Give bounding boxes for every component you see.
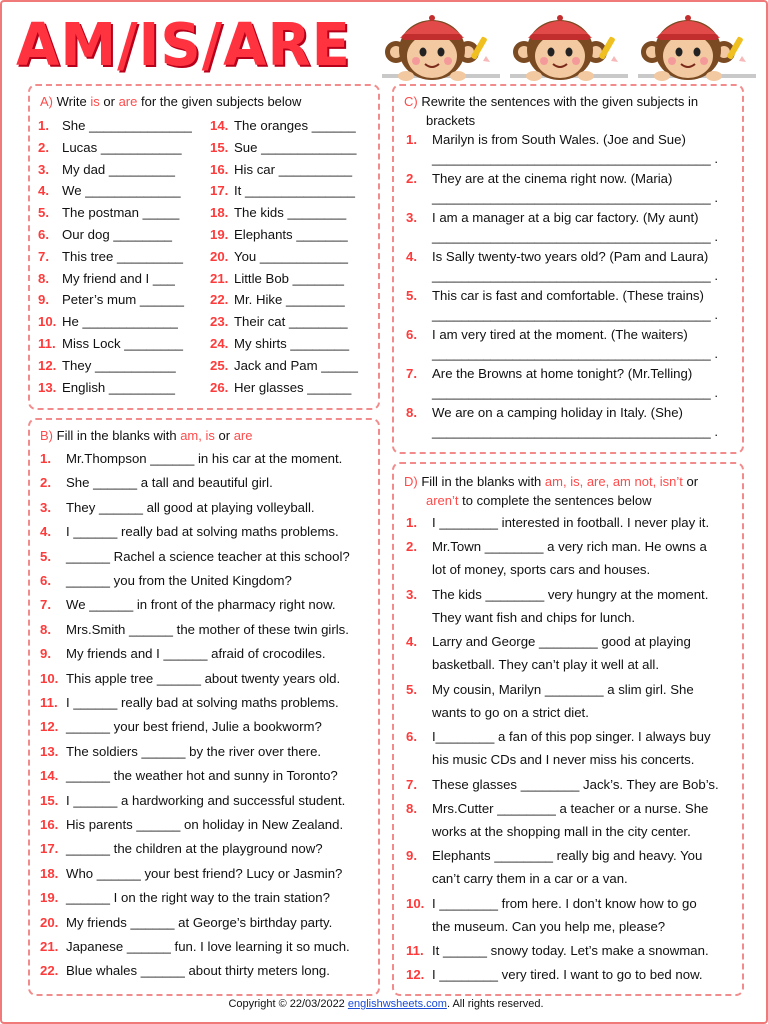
exercise-d-item-continued (432, 822, 691, 842)
item-text: works at the shopping mall in the city center. (432, 823, 691, 839)
copyright-footer (2, 998, 768, 1010)
exercise-a-item (210, 378, 351, 398)
item-text: We ______ in front of the pharmacy right now. (66, 597, 336, 613)
item-number: 11. (40, 695, 58, 710)
answer-line (432, 422, 718, 442)
exercise-d-item (406, 585, 708, 605)
item-number: 9. (40, 646, 51, 662)
item-number: 3. (38, 161, 49, 177)
item-number: 14. (210, 118, 229, 133)
exercise-b-item (40, 693, 339, 713)
item-number: 5. (38, 205, 49, 221)
item-text: ______ your best friend, Julie a bookworm? (66, 719, 322, 735)
item-number: 22. (40, 963, 59, 979)
item-text: ______ I on the right way to the train station? (66, 890, 330, 906)
exercise-a-item (38, 160, 175, 180)
item-number: 3. (406, 586, 417, 602)
copyright-suffix: . All rights reserved. (446, 998, 544, 1010)
exercise-b-item (40, 717, 322, 737)
item-text: ______ Rachel a science teacher at this school? (66, 548, 350, 564)
exercise-a-item (210, 334, 349, 354)
item-text: My friends ______ at George’s birthday party. (66, 914, 333, 930)
exercise-b-item (40, 449, 342, 469)
item-text: Marilyn is from South Wales. (Joe and Sue) (432, 132, 686, 147)
item-text: Elephants ________ really big and heavy. You (432, 848, 703, 863)
item-text: Jack and Pam _____ (234, 357, 358, 373)
exercise-a-item (210, 203, 346, 223)
item-number: 8. (38, 270, 49, 286)
exercise-d-item (406, 941, 709, 961)
item-number: 26. (210, 379, 229, 395)
exercise-a-item (38, 247, 183, 267)
item-number: 8. (40, 621, 51, 637)
exercise-a-item (210, 160, 352, 180)
exercise-b-item (40, 742, 321, 762)
answer-line (432, 227, 718, 247)
monkey-illustration (382, 8, 762, 86)
item-text: I ________ from here. I don’t know how to go (432, 895, 697, 911)
item-number: 6. (38, 227, 49, 242)
item-number: 21. (210, 270, 229, 286)
item-number: 11. (406, 943, 424, 958)
item-text: wants to go on a strict diet. (432, 704, 589, 720)
item-number: 20. (210, 248, 229, 264)
heading-keyword: am, is (180, 428, 215, 443)
item-text: Elephants _______ (234, 227, 348, 242)
item-text: Sue _____________ (234, 139, 357, 155)
item-text: These glasses ________ Jack’s. They are Bob’s. (432, 776, 719, 792)
exercise-b-item (40, 888, 330, 908)
exercise-b-item (40, 913, 332, 933)
exercise-a-item (210, 269, 344, 289)
heading-text: for the given subjects below (140, 94, 302, 109)
item-text: ______________________________________ . (432, 346, 719, 361)
page-title: AM/IS/ARE (16, 11, 351, 80)
item-text: This apple tree ______ about twenty years old. (66, 670, 341, 686)
item-text: Who ______ your best friend? Lucy or Jasmin? (66, 865, 343, 881)
item-number: 7. (40, 597, 51, 613)
exercise-a-item (38, 138, 182, 158)
item-text: She ______ a tall and beautiful girl. (66, 475, 273, 491)
item-text: I ______ really bad at solving maths problems. (66, 695, 339, 710)
item-text: Peter’s mum ______ (62, 292, 184, 308)
item-number: 2. (406, 539, 417, 554)
item-text: This car is fast and comfortable. (These trains) (432, 288, 704, 303)
exercise-c-item (406, 169, 672, 189)
exercise-a-item (210, 138, 356, 158)
item-text: basketball. They can’t play it well at all. (432, 657, 659, 672)
item-text: I ________ interested in football. I never play it. (432, 515, 710, 530)
item-text: I________ a fan of this pop singer. I always buy (432, 729, 711, 744)
item-text: The kids ________ very hungry at the moment. (432, 586, 709, 602)
item-number: 14. (40, 768, 59, 784)
answer-line (432, 266, 718, 286)
item-number: 16. (40, 817, 59, 832)
item-number: 1. (40, 451, 51, 466)
exercise-c-item (406, 403, 683, 423)
exercise-d-item (406, 894, 697, 914)
item-text: His car __________ (234, 161, 353, 177)
section-c-heading-line2: brackets (426, 113, 476, 128)
section-a-heading (40, 92, 301, 111)
item-text: The oranges ______ (234, 118, 356, 133)
answer-line (432, 344, 718, 364)
item-text: This tree _________ (62, 248, 183, 264)
item-number: 4. (38, 183, 49, 199)
exercise-d-item-continued (432, 560, 650, 580)
item-number: 12. (406, 967, 425, 982)
item-number: 8. (406, 405, 417, 420)
item-text: the museum. Can you help me, please? (432, 918, 666, 934)
item-number: 12. (38, 357, 57, 373)
exercise-b-item (40, 766, 338, 786)
item-text: Our dog ________ (62, 227, 172, 242)
item-text: They ______ all good at playing volleyball. (66, 499, 315, 515)
item-text: You ____________ (234, 248, 348, 264)
item-number: 17. (210, 183, 229, 199)
exercise-d-item (406, 846, 702, 866)
section-b-heading (40, 426, 252, 445)
answer-line (432, 188, 718, 208)
answer-line (432, 149, 718, 169)
exercise-a-item (38, 290, 184, 310)
item-text: My shirts ________ (234, 336, 350, 351)
item-text: Is Sally twenty-two years old? (Pam and Laura) (432, 249, 709, 264)
item-text: It _______________ (234, 183, 356, 199)
item-number: 3. (406, 210, 417, 225)
item-text: ______________________________________ . (432, 385, 719, 400)
item-number: 3. (40, 499, 51, 515)
exercise-a-item (38, 356, 176, 376)
item-text: ______ the children at the playground now? (66, 841, 323, 857)
item-text: Lucas ___________ (62, 139, 182, 155)
heading-text: Write (56, 94, 87, 109)
exercise-a-item (210, 225, 348, 245)
exercise-b-item (40, 620, 349, 640)
item-text: My friend and I ___ (62, 270, 175, 286)
item-text: The soldiers ______ by the river over there. (66, 743, 322, 759)
exercise-b-item (40, 571, 292, 591)
item-text: ______ you from the United Kingdom? (66, 573, 292, 588)
heading-keyword: are (233, 428, 253, 443)
exercise-b-item (40, 864, 342, 884)
item-text: They are at the cinema right now. (Maria) (432, 171, 673, 186)
exercise-d-item-continued (432, 917, 665, 937)
exercise-d-item (406, 537, 707, 557)
item-text: My friends and I ______ afraid of crocodiles. (66, 646, 326, 662)
item-text: They want fish and chips for lunch. (432, 609, 636, 625)
item-number: 18. (210, 205, 229, 221)
item-text: His parents ______ on holiday in New Zealand. (66, 817, 344, 832)
section-d-heading-line2 (426, 491, 652, 510)
item-number: 25. (210, 357, 229, 373)
heading-text: Rewrite the sentences with the given subjects in (421, 94, 699, 109)
section-d-heading (404, 472, 698, 491)
exercise-c-item (406, 247, 708, 267)
item-number: 6. (406, 729, 417, 744)
exercise-b-item (40, 937, 350, 957)
exercise-a-item (38, 116, 192, 136)
heading-text: Fill in the blanks with (421, 474, 542, 489)
exercise-d-item-continued (432, 608, 635, 628)
exercise-d-item (406, 965, 703, 985)
item-text: I am a manager at a big car factory. (My aunt) (432, 210, 699, 225)
item-number: 13. (40, 743, 59, 759)
item-text: Larry and George ________ good at playing (432, 634, 691, 649)
item-number: 17. (40, 841, 59, 857)
exercise-b-item (40, 473, 273, 493)
exercise-d-item (406, 727, 711, 747)
item-number: 10. (38, 314, 57, 330)
item-text: ______________________________________ . (432, 307, 719, 322)
item-text: Mr.Thompson ______ in his car at the moment. (66, 451, 343, 466)
item-number: 21. (40, 939, 59, 954)
exercise-a-item (210, 312, 348, 332)
exercise-b-item (40, 815, 343, 835)
item-number: 5. (406, 288, 417, 303)
exercise-a-item (38, 203, 179, 223)
item-text: I ______ a hardworking and successful student. (66, 792, 346, 808)
item-number: 8. (406, 800, 417, 816)
exercise-d-item (406, 680, 694, 700)
exercise-d-item-continued (432, 703, 589, 723)
item-text: The kids ________ (234, 205, 347, 221)
item-number: 12. (40, 719, 59, 735)
item-number: 6. (406, 327, 417, 342)
exercise-c-item (406, 286, 704, 306)
item-number: 22. (210, 292, 229, 308)
item-text: Little Bob _______ (234, 270, 344, 286)
exercise-b-item (40, 547, 350, 567)
item-text: English _________ (62, 379, 175, 395)
item-number: 11. (38, 336, 56, 351)
exercise-b-item (40, 522, 339, 542)
exercise-b-item (40, 791, 345, 811)
item-text: Their cat ________ (234, 314, 348, 330)
item-text: ______________________________________ . (432, 151, 719, 166)
exercise-a-item (210, 116, 356, 136)
exercise-b-item (40, 644, 326, 664)
item-number: 20. (40, 914, 59, 930)
item-number: 10. (40, 670, 59, 686)
exercise-a-item (38, 225, 172, 245)
item-number: 6. (40, 573, 51, 588)
heading-keyword: is (90, 94, 100, 109)
exercise-b-item (40, 595, 336, 615)
exercise-a-item (38, 378, 175, 398)
item-text: Mr.Town ________ a very rich man. He owns a (432, 539, 707, 554)
exercise-a-item (38, 334, 183, 354)
item-number: 18. (40, 865, 59, 881)
item-number: 15. (210, 139, 229, 155)
item-number: 24. (210, 336, 229, 351)
item-text: Mr. Hike ________ (234, 292, 345, 308)
exercise-b-item (40, 669, 340, 689)
item-text: Japanese ______ fun. I love learning it so much. (66, 939, 350, 954)
heading-text: Fill in the blanks with (56, 428, 177, 443)
exercise-b-item (40, 961, 330, 981)
item-number: 10. (406, 895, 425, 911)
section-c-letter: C) (404, 94, 418, 109)
copyright-text: Copyright © 22/03/2022 (228, 998, 345, 1010)
item-text: can’t carry them in a car or a van. (432, 871, 628, 886)
heading-text: or (218, 428, 231, 443)
heading-text: or (103, 94, 115, 109)
item-text: We _____________ (62, 183, 181, 199)
heading-text: to complete the sentences below (462, 493, 652, 508)
exercise-a-item (210, 290, 345, 310)
item-text: I ________ very tired. I want to go to bed now. (432, 967, 703, 982)
exercise-d-item (406, 513, 709, 533)
item-number: 9. (38, 292, 49, 308)
exercise-c-item (406, 208, 699, 228)
heading-keyword: aren’t (426, 493, 459, 508)
item-number: 2. (406, 171, 417, 186)
exercise-d-item-continued (432, 655, 659, 675)
item-text: ______ the weather hot and sunny in Toronto? (66, 768, 338, 784)
item-text: He _____________ (62, 314, 178, 330)
exercise-c-item (406, 325, 688, 345)
exercise-d-item (406, 799, 708, 819)
item-text: My cousin, Marilyn ________ a slim girl. She (432, 681, 694, 697)
item-number: 2. (40, 475, 51, 491)
item-text: It ______ snowy today. Let’s make a snowman. (432, 943, 709, 958)
item-number: 4. (40, 524, 51, 540)
item-text: Miss Lock ________ (62, 336, 183, 351)
exercise-a-item (210, 356, 358, 376)
item-number: 5. (406, 681, 417, 697)
heading-keyword: are (118, 94, 138, 109)
exercise-d-item (406, 775, 719, 795)
item-number: 19. (210, 227, 229, 242)
item-number: 1. (38, 118, 49, 133)
item-text: Mrs.Cutter ________ a teacher or a nurse. She (432, 800, 709, 816)
item-text: Her glasses ______ (234, 379, 352, 395)
answer-line (432, 305, 718, 325)
item-text: ______________________________________ . (432, 424, 719, 439)
exercise-a-item (38, 181, 181, 201)
item-number: 15. (40, 792, 59, 808)
exercise-a-item (210, 247, 348, 267)
item-number: 23. (210, 314, 229, 330)
item-text: lot of money, sports cars and houses. (432, 562, 651, 577)
item-number: 7. (38, 248, 49, 264)
item-number: 1. (406, 132, 417, 147)
item-number: 2. (38, 139, 49, 155)
exercise-d-item-continued (432, 869, 628, 889)
item-number: 16. (210, 161, 229, 177)
item-number: 4. (406, 249, 417, 264)
website-link[interactable]: englishwsheets.com (347, 998, 447, 1010)
exercise-c-item (406, 130, 686, 150)
item-number: 4. (406, 634, 417, 649)
exercise-a-item (210, 181, 355, 201)
item-text: I am very tired at the moment. (The waiters) (432, 327, 688, 342)
heading-keyword: am, is, are, am not, isn’t (544, 474, 683, 489)
heading-text: or (686, 474, 699, 489)
item-text: ______________________________________ . (432, 268, 719, 283)
section-c-heading (404, 92, 698, 111)
item-text: his music CDs and I never miss his concerts. (432, 752, 695, 767)
item-text: We are on a camping holiday in Italy. (She) (432, 405, 683, 420)
item-number: 5. (40, 548, 51, 564)
item-number: 7. (406, 366, 417, 381)
item-number: 1. (406, 515, 417, 530)
section-a-letter: A) (40, 94, 53, 109)
item-text: Are the Browns at home tonight? (Mr.Telling) (432, 366, 693, 381)
item-text: ______________________________________ . (432, 190, 719, 205)
exercise-d-item-continued (432, 750, 694, 770)
item-text: My dad _________ (62, 161, 175, 177)
item-text: Mrs.Smith ______ the mother of these twin girls. (66, 621, 349, 637)
item-text: I ______ really bad at solving maths problems. (66, 524, 339, 540)
exercise-d-item (406, 632, 691, 652)
item-text: ______________________________________ . (432, 229, 719, 244)
section-d-letter: D) (404, 474, 418, 489)
item-number: 19. (40, 890, 59, 906)
answer-line (432, 383, 718, 403)
item-number: 9. (406, 848, 417, 863)
exercise-a-item (38, 269, 175, 289)
item-number: 13. (38, 379, 57, 395)
item-text: The postman _____ (62, 205, 180, 221)
item-number: 7. (406, 776, 417, 792)
item-text: She ______________ (62, 118, 192, 133)
section-b-letter: B) (40, 428, 53, 443)
exercise-c-item (406, 364, 692, 384)
item-text: Blue whales ______ about thirty meters long. (66, 963, 330, 979)
item-text: They ___________ (62, 357, 176, 373)
exercise-b-item (40, 498, 315, 518)
exercise-a-item (38, 312, 178, 332)
exercise-b-item (40, 839, 323, 859)
